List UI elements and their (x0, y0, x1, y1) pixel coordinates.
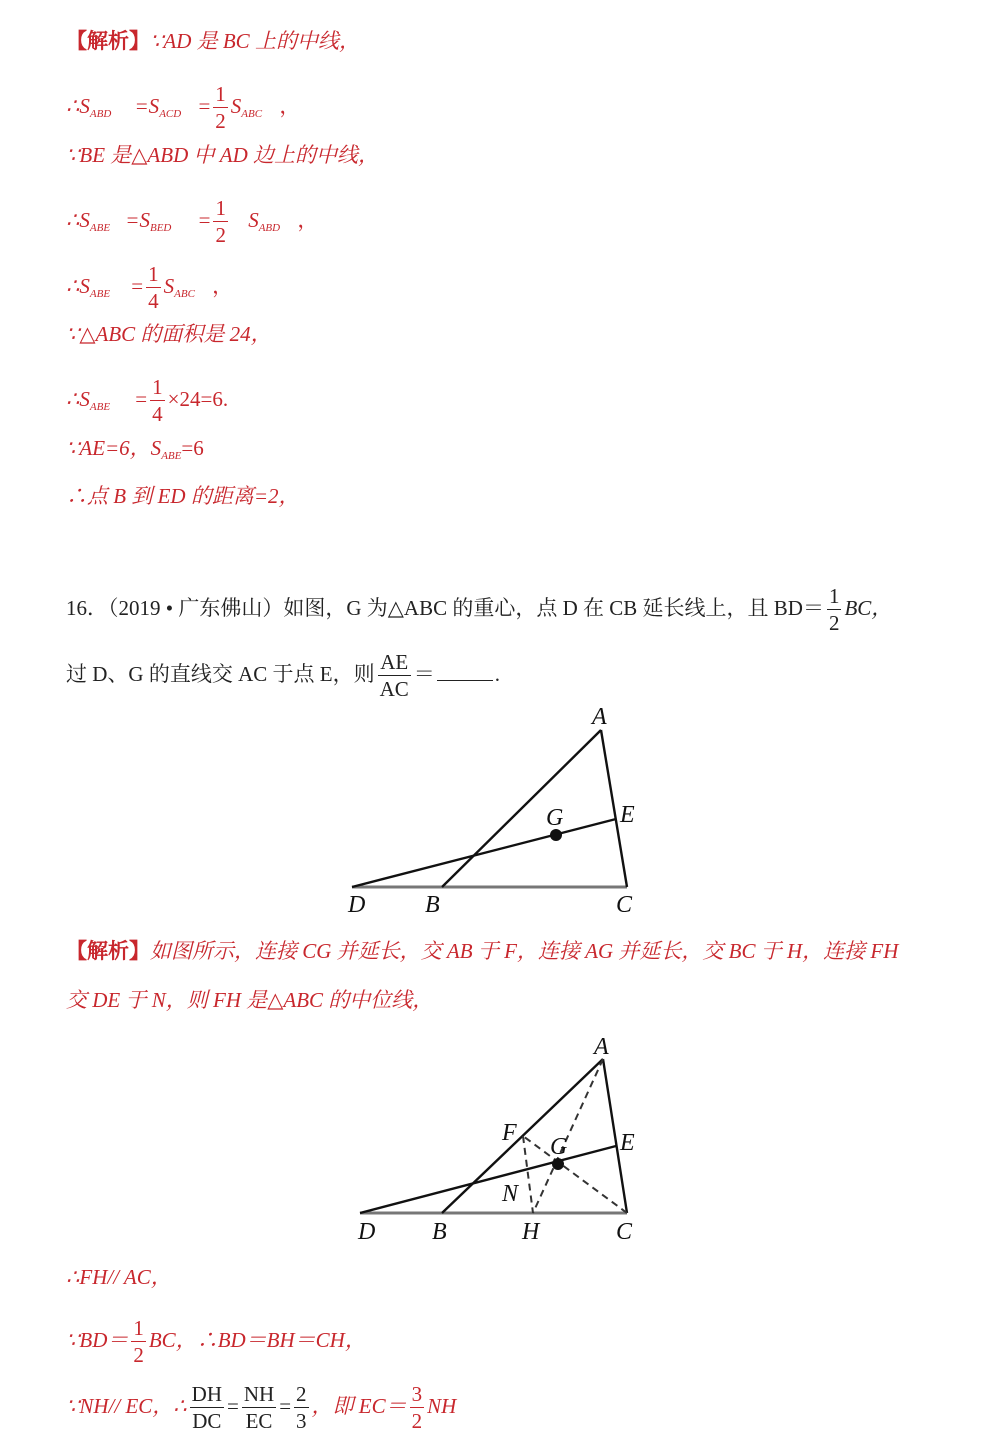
label-b: B (425, 892, 440, 918)
solution-header: 【解析】 (66, 29, 150, 53)
fraction-half: $\frac{1}{2}$ (828, 584, 840, 635)
solution-line-1: 【解析】∵AD 是 BC 上的中线， (66, 29, 360, 53)
answer-blank (437, 680, 493, 681)
solution-line-7: $\therefore S_{ABE}$ = $\frac{1}{4}$ ×24=6. (66, 375, 229, 426)
solution-2-line-1: 【解析】如图所示，连接 CG 并延长，交 AB 于 F，连接 AG 并延长，交 BC 于 H，连接 FH (66, 939, 899, 963)
segment-de (360, 1146, 616, 1213)
fraction-two-thirds: $\frac{2}{3}$ (296, 1382, 307, 1433)
fraction-half: $\frac{1}{2}$ (133, 1316, 144, 1367)
solution-3-line-3: ∵NH// EC，∴ $\frac{DH}{DC}$ = $\frac{NH}{EC}$ = $\frac{2}{3}$ ，即 EC＝ $\frac{3}{2}$ NH (66, 1382, 457, 1433)
fraction-quarter: $\frac{1}{4}$ (152, 375, 163, 426)
solution-line-5: $\therefore S_{ABE}$ = $\frac{1}{4}$ $S_{ABC}$ ， (66, 262, 234, 313)
label-e: E (620, 1130, 635, 1156)
segment-ah-dashed (533, 1059, 603, 1213)
label-c: C (616, 1219, 633, 1245)
label-a: A (592, 704, 607, 730)
label-h: H (522, 1219, 540, 1245)
label-e: E (620, 802, 635, 828)
solution-line-3: ∵BE 是△ABD 中 AD 边上的中线， (66, 143, 379, 167)
label-n: N (502, 1181, 519, 1207)
problem-16-line-1: 16．（2019 • 广东佛山）如图，G 为△ABC 的重心，点 D 在 CB 延长线上，且 BD＝ $\frac{1}{2}$ BC， (66, 584, 893, 635)
solution-line-6: ∵△ABC 的面积是 24， (66, 322, 272, 346)
fraction-three-halves: $\frac{3}{2}$ (411, 1382, 423, 1433)
segment-ab (442, 730, 601, 887)
triangle-figure-2 (340, 1026, 660, 1256)
solution-line-2: $\therefore S_{ABD} =S_{ACD}$ = $\frac{1}{2}$ $S_{ABC}$ ， (66, 82, 301, 133)
solution-line-4: $\therefore S_{ABE} =S_{BED}$ = $\frac{1}{2}$ $S_{ABD}$ ， (66, 196, 319, 247)
solution-line-9: ∴点 B 到 ED 的距离=2， (66, 484, 300, 508)
label-c: C (616, 892, 633, 918)
problem-16-line-2: 过 D、G 的直线交 AC 于点 E，则 $\frac{AE}{AC}$ ＝ . (66, 650, 501, 701)
fraction-nh-over-ec: $\frac{NH}{EC}$ (243, 1382, 275, 1433)
label-g: G (550, 1134, 568, 1160)
solution-2-line-2: 交 DE 于 N，则 FH 是△ABC 的中位线， (66, 988, 434, 1012)
segment-fh-dashed (523, 1136, 533, 1213)
segment-de (352, 819, 616, 887)
fraction-half: $\frac{1}{2}$ (215, 196, 226, 247)
fraction-half: $\frac{1}{2}$ (215, 82, 226, 133)
fraction-dh-over-dc: $\frac{DH}{DC}$ (191, 1382, 222, 1433)
label-f: F (502, 1120, 517, 1146)
fraction-quarter: $\frac{1}{4}$ (148, 262, 159, 313)
solution-line-8: ∵AE=6，$S_{ABE}=6$ (66, 436, 204, 462)
label-a: A (594, 1034, 609, 1060)
fraction-ae-over-ac: $\frac{AE}{AC}$ (379, 650, 409, 701)
solution-3-line-1: ∴FH// AC， (66, 1265, 172, 1289)
triangle-figure-1 (340, 698, 660, 928)
solution-3-line-2: ∵BD＝ $\frac{1}{2}$ BC，∴BD＝BH＝CH， (66, 1316, 366, 1367)
label-g: G (546, 805, 564, 831)
label-d: D (358, 1219, 376, 1245)
segment-ab (442, 1059, 603, 1213)
label-d: D (348, 892, 366, 918)
label-b: B (432, 1219, 447, 1245)
